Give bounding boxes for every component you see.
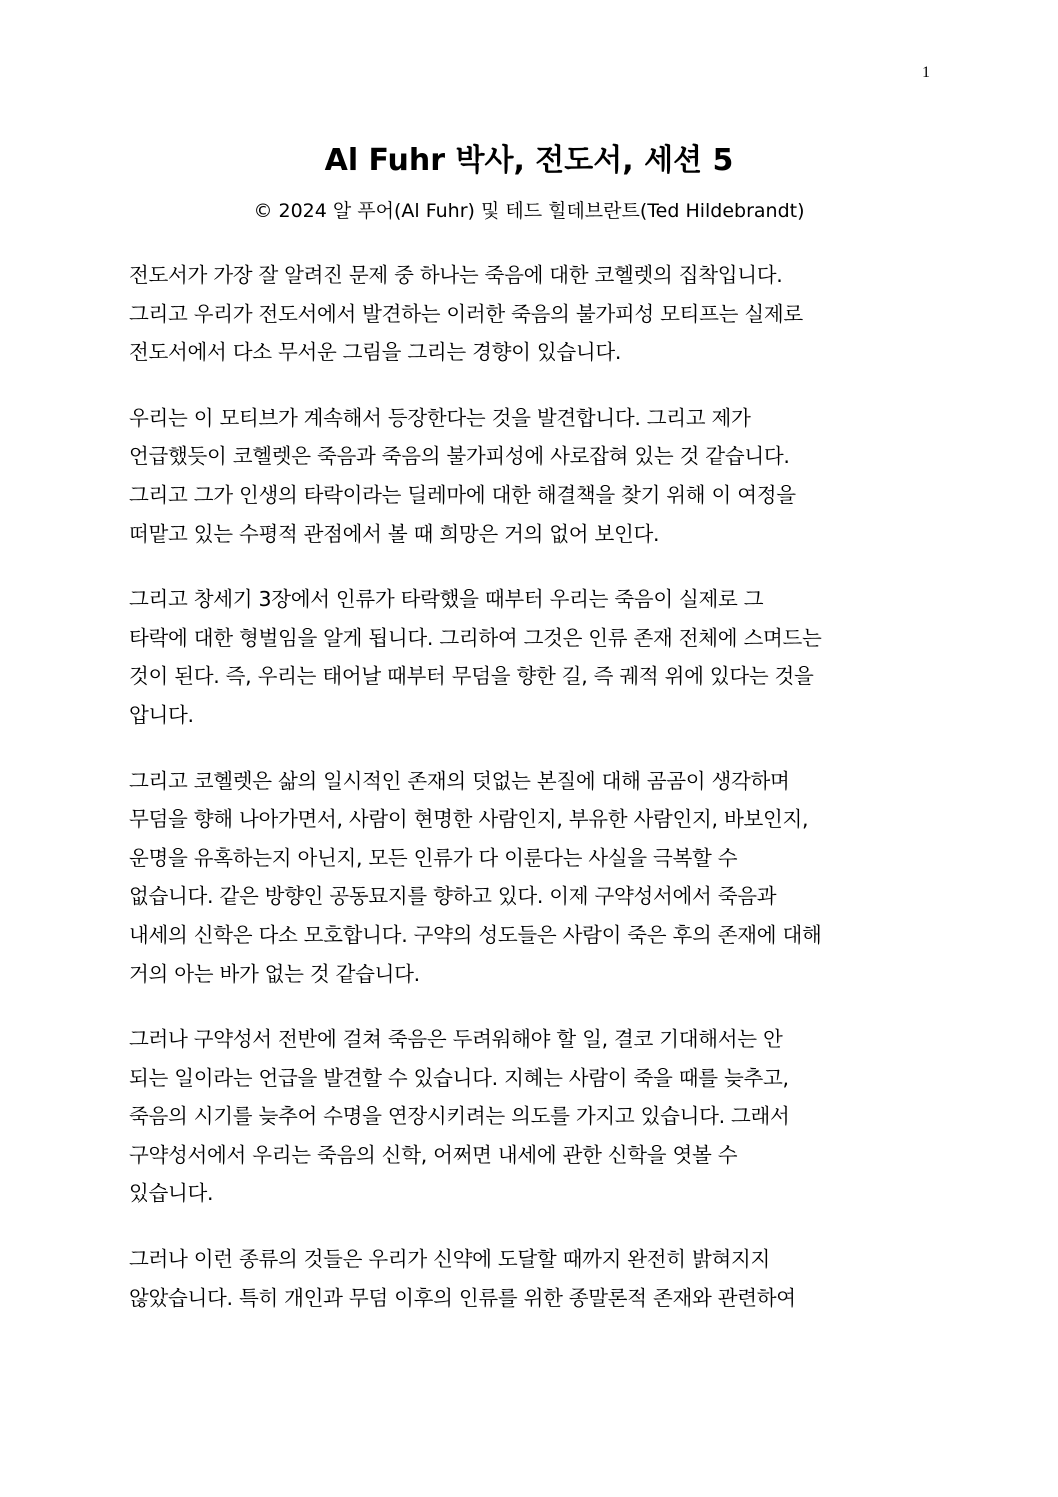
paragraph [129, 1020, 939, 1213]
text-line: 구약성서에서 우리는 죽음의 신학, 어쩌면 내세에 관한 신학을 엿볼 수 [129, 1142, 738, 1167]
text-line: 전도서가 가장 잘 알려진 문제 중 하나는 죽음에 대한 코헬렛의 집착입니다. [129, 263, 783, 287]
text-line: 타락에 대한 형벌임을 알게 됩니다. 그리하여 그것은 인류 존재 전체에 스며드는 [129, 625, 822, 650]
paragraph [129, 399, 939, 553]
text-line: 그리고 창세기 3장에서 인류가 타락했을 때부터 우리는 죽음이 실제로 그 [129, 587, 764, 612]
text-line: 있습니다. [129, 1181, 214, 1206]
text-line: 되는 일이라는 언급을 발견할 수 있습니다. 지혜는 사람이 죽을 때를 늦추고, [129, 1065, 789, 1090]
text-line: 않았습니다. 특히 개인과 무덤 이후의 인류를 위한 종말론적 존재와 관련하여 [129, 1285, 796, 1310]
text-line: 언급했듯이 코헬렛은 죽음과 죽음의 불가피성에 사로잡혀 있는 것 같습니다. [129, 444, 790, 469]
copyright-line: © 2024 알 푸어(Al Fuhr) 및 테드 힐데브란트(Ted Hildebrandt) [253, 200, 805, 222]
page-number: 1 [922, 64, 930, 81]
text-line: 떠맡고 있는 수평적 관점에서 볼 때 희망은 거의 없어 보인다. [129, 521, 660, 546]
text-line: 없습니다. 같은 방향인 공동묘지를 향하고 있다. 이제 구약성서에서 죽음과 [129, 884, 777, 909]
paragraph [129, 1240, 939, 1317]
text-line: 운명을 유혹하는지 아닌지, 모든 인류가 다 이룬다는 사실을 극복할 수 [129, 845, 738, 870]
text-line: 것이 된다. 즉, 우리는 태어날 때부터 무덤을 향한 길, 즉 궤적 위에 있다는 것을 [129, 664, 814, 689]
text-line: 죽음의 시기를 늦추어 수명을 연장시키려는 의도를 가지고 있습니다. 그래서 [129, 1104, 790, 1129]
paragraph [129, 256, 939, 372]
text-line: 전도서에서 다소 무서운 그림을 그리는 경향이 있습니다. [129, 340, 622, 365]
text-line: 그러나 이런 종류의 것들은 우리가 신약에 도달할 때까지 완전히 밝혀지지 [129, 1247, 771, 1272]
text-line: 압니다. [129, 702, 194, 727]
document-title: Al Fuhr 박사, 전도서, 세션 5 [324, 143, 734, 178]
text-line: 그리고 코헬렛은 삶의 일시적인 존재의 덧없는 본질에 대해 곰곰이 생각하며 [129, 768, 790, 793]
text-line: 우리는 이 모티브가 계속해서 등장한다는 것을 발견합니다. 그리고 제가 [129, 405, 751, 430]
paragraph [129, 762, 939, 994]
text-line: 그러나 구약성서 전반에 걸쳐 죽음은 두려워해야 할 일, 결코 기대해서는 안 [129, 1027, 783, 1052]
text-line: 거의 아는 바가 없는 것 같습니다. [129, 961, 420, 986]
paragraph [129, 580, 939, 734]
text-line: 내세의 신학은 다소 모호합니다. 구약의 성도들은 사람이 죽은 후의 존재에 대해 [129, 922, 822, 947]
text-line: 무덤을 향해 나아가면서, 사람이 현명한 사람인지, 부유한 사람인지, 바보인지, [129, 807, 809, 832]
text-line: 그리고 우리가 전도서에서 발견하는 이러한 죽음의 불가피성 모티프는 실제로 [129, 301, 803, 326]
text-line: 그리고 그가 인생의 타락이라는 딜레마에 대한 해결책을 찾기 위해 이 여정을 [129, 482, 796, 507]
document-body [129, 256, 939, 1344]
